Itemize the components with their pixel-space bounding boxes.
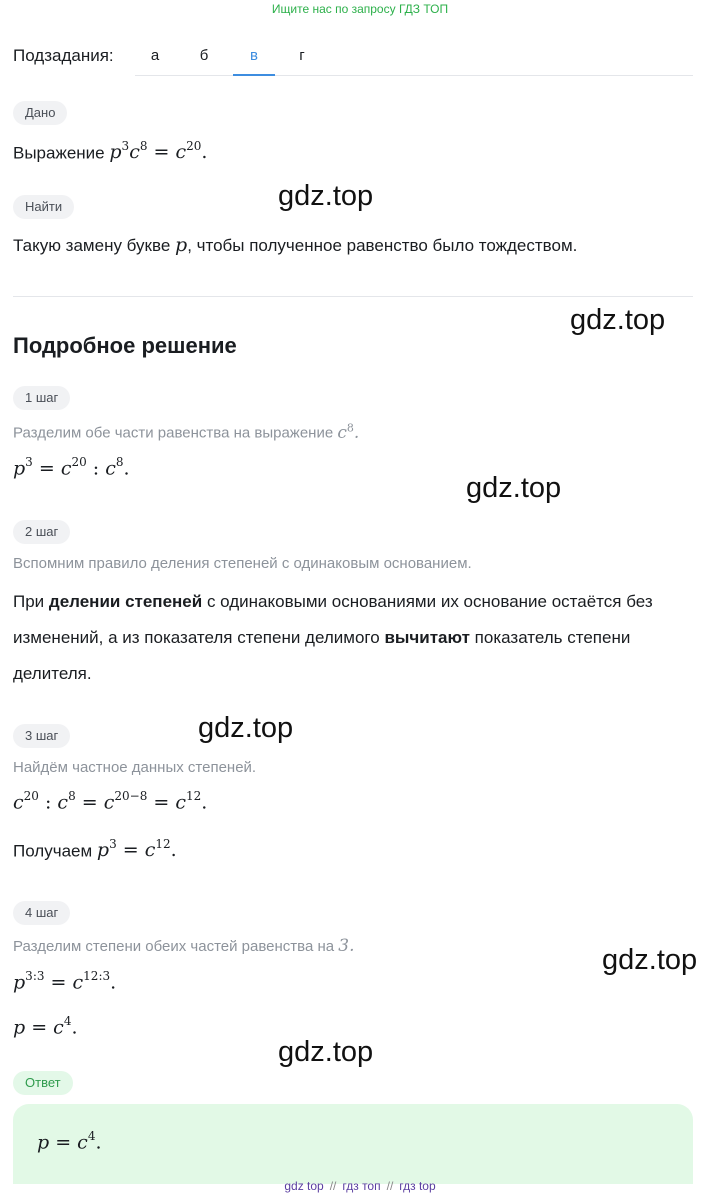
solution-heading: Подробное решение bbox=[13, 333, 237, 358]
watermark: gdz.top bbox=[278, 1036, 374, 1068]
step-1-note-text: Разделим обе части равенства на выражение bbox=[13, 424, 334, 442]
rule-bold-1: делении степеней bbox=[48, 592, 203, 611]
answer-pill: Ответ bbox=[13, 1071, 73, 1095]
step-1-formula: $p^3 = c^{20}$ : $c^8$. bbox=[13, 455, 130, 480]
step-3-result-label: Получаем bbox=[13, 841, 93, 861]
watermark: gdz.top bbox=[278, 180, 374, 212]
footer-separator: // bbox=[386, 1179, 394, 1193]
footer-link-2[interactable]: гдз топ bbox=[342, 1179, 381, 1193]
step-4-note bbox=[13, 936, 355, 956]
rule-part-1: При bbox=[13, 592, 49, 611]
tab-g[interactable]: г bbox=[299, 47, 305, 64]
tab-b[interactable]: б bbox=[199, 47, 209, 64]
step-4-formula-1: $p^{3:3} = c^{12:3}$. bbox=[13, 969, 117, 994]
find-text-before: Такую замену букве bbox=[13, 236, 171, 255]
section-divider bbox=[13, 296, 693, 297]
step-1-pill: 1 шаг bbox=[13, 386, 70, 410]
watermark: gdz.top bbox=[570, 304, 666, 336]
footer-separator: // bbox=[329, 1179, 337, 1193]
step-1-note-math: $c^8$. bbox=[337, 421, 360, 443]
tabs-line bbox=[135, 75, 693, 76]
step-2-note: Вспомним правило деления степеней с одинаковым основанием. bbox=[13, 555, 472, 572]
given-label: Выражение bbox=[13, 143, 105, 163]
top-banner: Ищите нас по запросу ГДЗ ТОП bbox=[271, 2, 449, 16]
tab-a[interactable]: а bbox=[150, 47, 160, 64]
rule-bold-2: вычитают bbox=[384, 628, 470, 647]
watermark: gdz.top bbox=[602, 944, 698, 976]
find-text-after: , чтобы полученное равенство было тождеством. bbox=[187, 236, 578, 255]
step-3-result bbox=[13, 838, 177, 861]
step-1-note bbox=[13, 421, 359, 443]
given-pill: Дано bbox=[13, 101, 67, 125]
subtasks-label: Подзадания: bbox=[13, 46, 114, 65]
subtasks-bar bbox=[13, 40, 693, 76]
step-4-formula-2: $p = c^4$. bbox=[13, 1014, 78, 1039]
active-tab-underline bbox=[233, 74, 275, 76]
watermark: gdz.top bbox=[466, 472, 562, 504]
step-3-result-math: $p^3 = c^{12}$. bbox=[96, 837, 177, 862]
answer-formula: $p = c^4$. bbox=[37, 1129, 102, 1154]
rule-paragraph bbox=[13, 584, 693, 692]
step-3-note: Найдём частное данных степеней. bbox=[13, 759, 257, 776]
answer-box bbox=[13, 1104, 693, 1184]
step-2-pill: 2 шаг bbox=[13, 520, 70, 544]
step-3-formula: $c^{20}$ : $c^8 = c^{20-8} = c^{12}$. bbox=[13, 789, 208, 814]
step-4-pill: 4 шаг bbox=[13, 901, 70, 925]
rule-part-3: показатель степени делителя. bbox=[13, 628, 631, 683]
step-3-pill: 3 шаг bbox=[13, 724, 70, 748]
watermark: gdz.top bbox=[198, 712, 294, 744]
rule-part-2: с одинаковыми основаниями их основание остаётся без изменений, а из показателя степени делимого bbox=[13, 592, 653, 647]
find-pill: Найти bbox=[13, 195, 74, 219]
find-variable: p bbox=[175, 234, 188, 256]
footer-link-3[interactable]: гдз top bbox=[399, 1179, 436, 1193]
given-text bbox=[13, 140, 207, 163]
find-text bbox=[13, 234, 577, 256]
tab-v[interactable]: в bbox=[250, 47, 258, 64]
footer bbox=[0, 1179, 720, 1193]
given-expression: $p^3c^8 = c^{20}$. bbox=[109, 139, 208, 164]
footer-link-1[interactable]: gdz top bbox=[284, 1179, 324, 1193]
step-4-note-math: 3. bbox=[338, 936, 355, 956]
step-4-note-text: Разделим степени обеих частей равенства на bbox=[13, 938, 335, 955]
